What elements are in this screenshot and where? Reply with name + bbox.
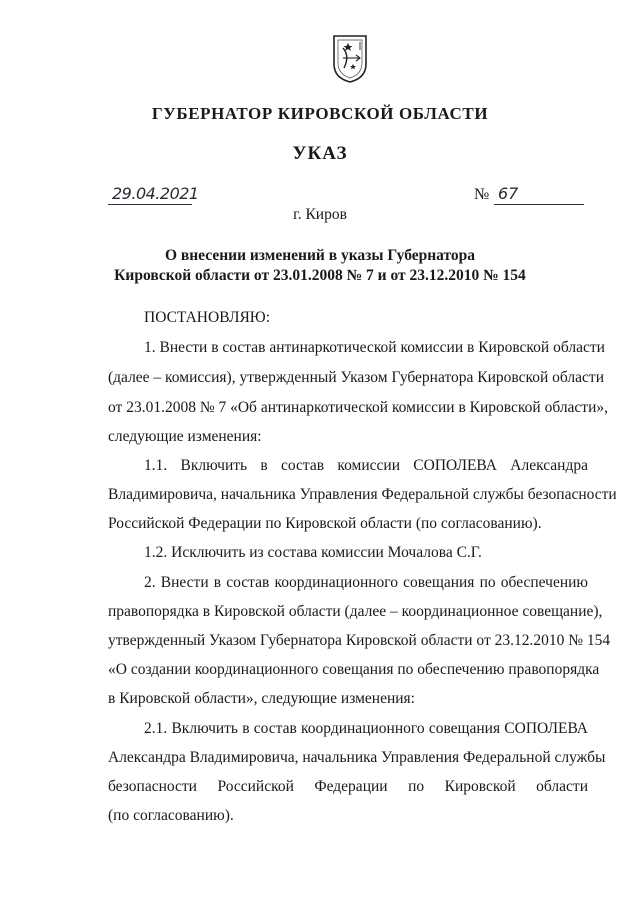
body-line: Российской Федерации по Кировской области (по согласованию). [108, 515, 542, 532]
body-line: (по согласованию). [108, 807, 234, 824]
body-line: от 23.01.2008 № 7 «Об антинаркотической комиссии в Кировской области», [108, 399, 609, 416]
body-line: 1.1. Включить в состав комиссии СОПОЛЕВА Александра [144, 457, 588, 474]
subject-line: Кировской области от 23.01.2008 № 7 и от 23.12.2010 № 154 [114, 267, 526, 284]
body-line: (далее – комиссия), утвержденный Указом Губернатора Кировской области [108, 369, 604, 386]
number-underline [494, 204, 584, 205]
body-line-resolve: ПОСТАНОВЛЯЮ: [144, 309, 271, 326]
body-line: 2.1. Включить в состав координационного совещания СОПОЛЕВА [144, 720, 588, 737]
body-line: Владимировича, начальника Управления Федеральной службы безопасности [108, 486, 617, 503]
body-line: в Кировской области», следующие изменения: [108, 690, 415, 707]
document-number: 67 [498, 184, 519, 203]
number-sign: № [474, 186, 490, 203]
body-line: «О создании координационного совещания по обеспечению правопорядка [108, 661, 600, 678]
body-line: 1.2. Исключить из состава комиссии Мочалова С.Г. [144, 544, 482, 561]
document-subject [0, 246, 640, 286]
city-label: г. Киров [293, 206, 347, 223]
subject-line: О внесении изменений в указы Губернатора [164, 247, 476, 264]
body-line: 1. Внести в состав антинаркотической комиссии в Кировской области [144, 339, 605, 356]
body-line: безопасности Российской Федерации по Кировской области [108, 778, 588, 795]
body-line: правопорядка в Кировской области (далее – координационное совещание), [108, 603, 603, 620]
date-underline [108, 204, 192, 205]
document-type-title: УКАЗ [292, 143, 348, 164]
body-line: утвержденный Указом Губернатора Кировской области от 23.12.2010 № 154 [108, 632, 611, 649]
org-title: ГУБЕРНАТОР КИРОВСКОЙ ОБЛАСТИ [151, 104, 489, 123]
document-date: 29.04.2021 [112, 184, 199, 203]
body-line: 2. Внести в состав координационного совещания по обеспечению [144, 574, 588, 591]
body-line: Александра Владимировича, начальника Управления Федеральной службы [108, 749, 606, 766]
coat-of-arms-icon [330, 34, 370, 84]
body-line: следующие изменения: [108, 428, 262, 445]
